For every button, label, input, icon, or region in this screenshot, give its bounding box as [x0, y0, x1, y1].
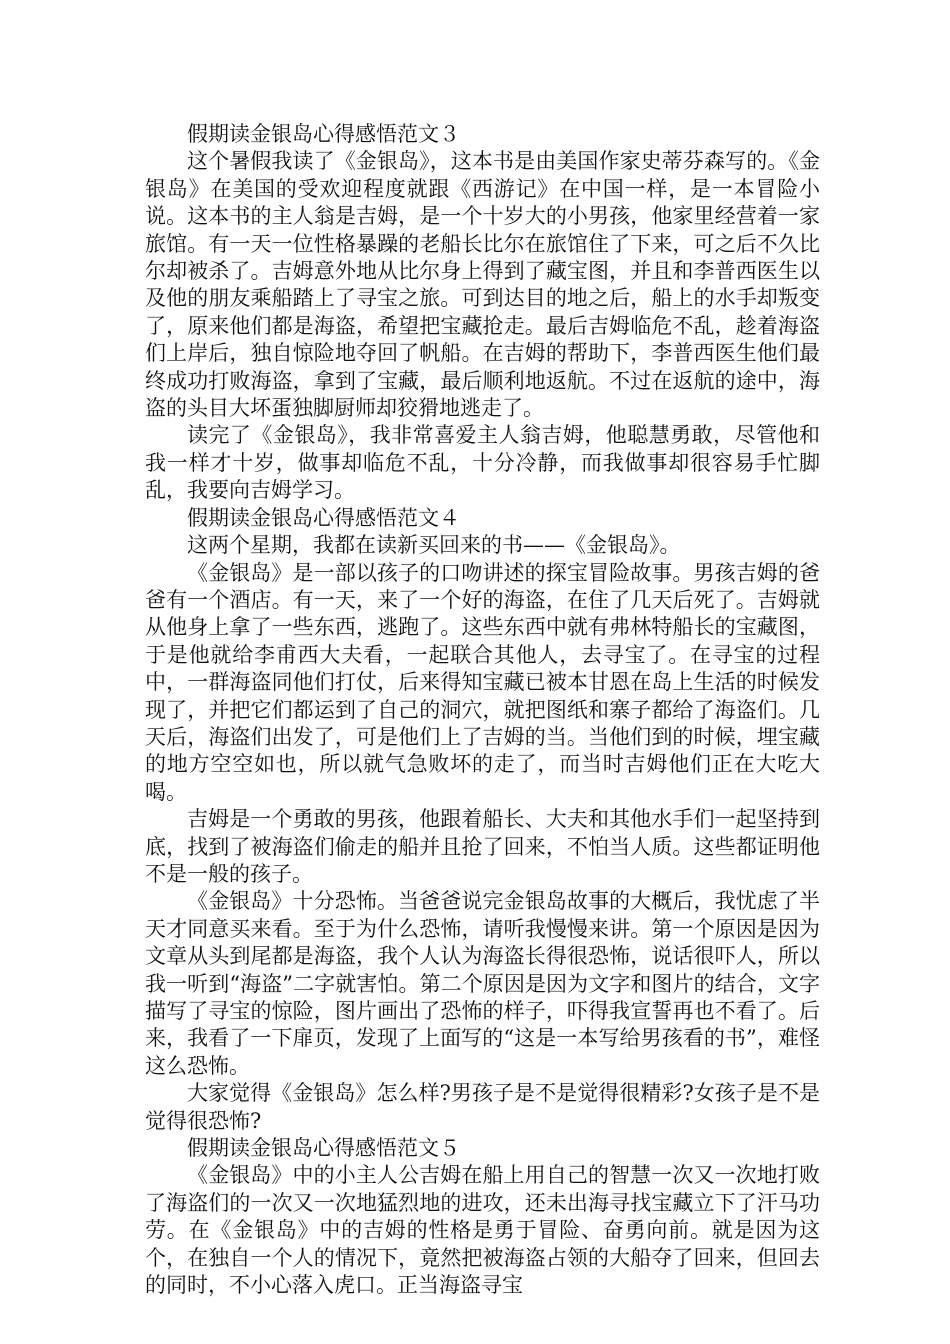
paragraph: 《金银岛》十分恐怖。当爸爸说完金银岛故事的大概后，我忧虑了半天才同意买来看。至于为什么恐怖，请听我慢慢来讲。第一个原因是因为文章从头到尾都是海盗，我个人认为海盗长得很恐怖，说话很吓人，所以我一听到“海盗”二字就害怕。第二个原因是因为文字和图片的结合，文字描写了寻宝的惊险，图片画出了恐怖的样子，吓得我宣誓再也不看了。后来，我看了一下扉页，发现了上面写的“这是一本写给男孩看的书”，难怪这么恐怖。 — [145, 889, 820, 1078]
paragraph: 读完了《金银岛》，我非常喜爱主人翁吉姆，他聪慧勇敢，尽管他和我一样才十岁，做事却临危不乱，十分冷静，而我做事却很容易手忙脚乱，我要向吉姆学习。 — [145, 423, 820, 503]
paragraph: 《金银岛》中的小主人公吉姆在船上用自己的智慧一次又一次地打败了海盗们的一次又一次地猛烈地的进攻，还未出海寻找宝藏立下了汗马功劳。在《金银岛》中的吉姆的性格是勇于冒险、奋勇向前。就是因为这个，在独自一个人的情况下，竟然把被海盗占领的大船夺了回来，但回去的同时，不小心落入虎口。正当海盗寻宝 — [145, 1163, 820, 1298]
paragraph: 这两个星期，我都在读新买回来的书——《金银岛》。 — [187, 533, 681, 558]
paragraph: 《金银岛》是一部以孩子的口吻讲述的探宝冒险故事。男孩吉姆的爸爸有一个酒店。有一天，来了一个好的海盗，在住了几天后死了。吉姆就从他身上拿了一些东西，逃跑了。这些东西中就有弗林特船长的宝藏图，于是他就给李甫西大夫看，一起联合其他人，去寻宝了。在寻宝的过程中，一群海盗同他们打仗，后来得知宝藏已被本甘恩在岛上生活的时候发现了，并把它们都运到了自己的洞穴，就把图纸和寨子都给了海盗们。几天后，海盗们出发了，可是他们上了吉姆的当。当他们到的时候，埋宝藏的地方空空如也，所以就气急败坏的走了，而当时吉姆他们正在大吃大喝。 — [145, 560, 820, 804]
paragraph: 大家觉得《金银岛》怎么样?男孩子是不是觉得很精彩?女孩子是不是觉得很恐怖? — [145, 1081, 820, 1133]
section-heading: 假期读金银岛心得感悟范文４ — [187, 505, 460, 530]
document-body — [145, 121, 820, 1299]
section-heading: 假期读金银岛心得感悟范文５ — [187, 1136, 460, 1161]
paragraph: 吉姆是一个勇敢的男孩，他跟着船长、大夫和其他水手们一起坚持到底，找到了被海盗们偷走的船并且抢了回来，不怕当人质。这些都证明他不是一般的孩子。 — [145, 807, 820, 886]
section-heading: 假期读金银岛心得感悟范文３ — [187, 122, 460, 146]
paragraph: 这个暑假我读了《金银岛》，这本书是由美国作家史蒂芬森写的。《金银岛》在美国的受欢迎程度就跟《西游记》在中国一样，是一本冒险小说。这本书的主人翁是吉姆，是一个十岁大的小男孩，他家里经营着一家旅馆。有一天一位性格暴躁的老船长比尔在旅馆住了下来，可之后不久比尔却被杀了。吉姆意外地从比尔身上得到了藏宝图，并且和李普西医生以及他的朋友乘船踏上了寻宝之旅。可到达目的地之后，船上的水手却叛变了，原来他们都是海盗，希望把宝藏抢走。最后吉姆临危不乱，趁着海盗们上岸后，独自惊险地夺回了帆船。在吉姆的帮助下，李普西医生他们最终成功打败海盗，拿到了宝藏，最后顺利地返航。不过在返航的途中，海盗的头目大坏蛋独脚厨师却狡猾地逃走了。 — [145, 149, 820, 421]
